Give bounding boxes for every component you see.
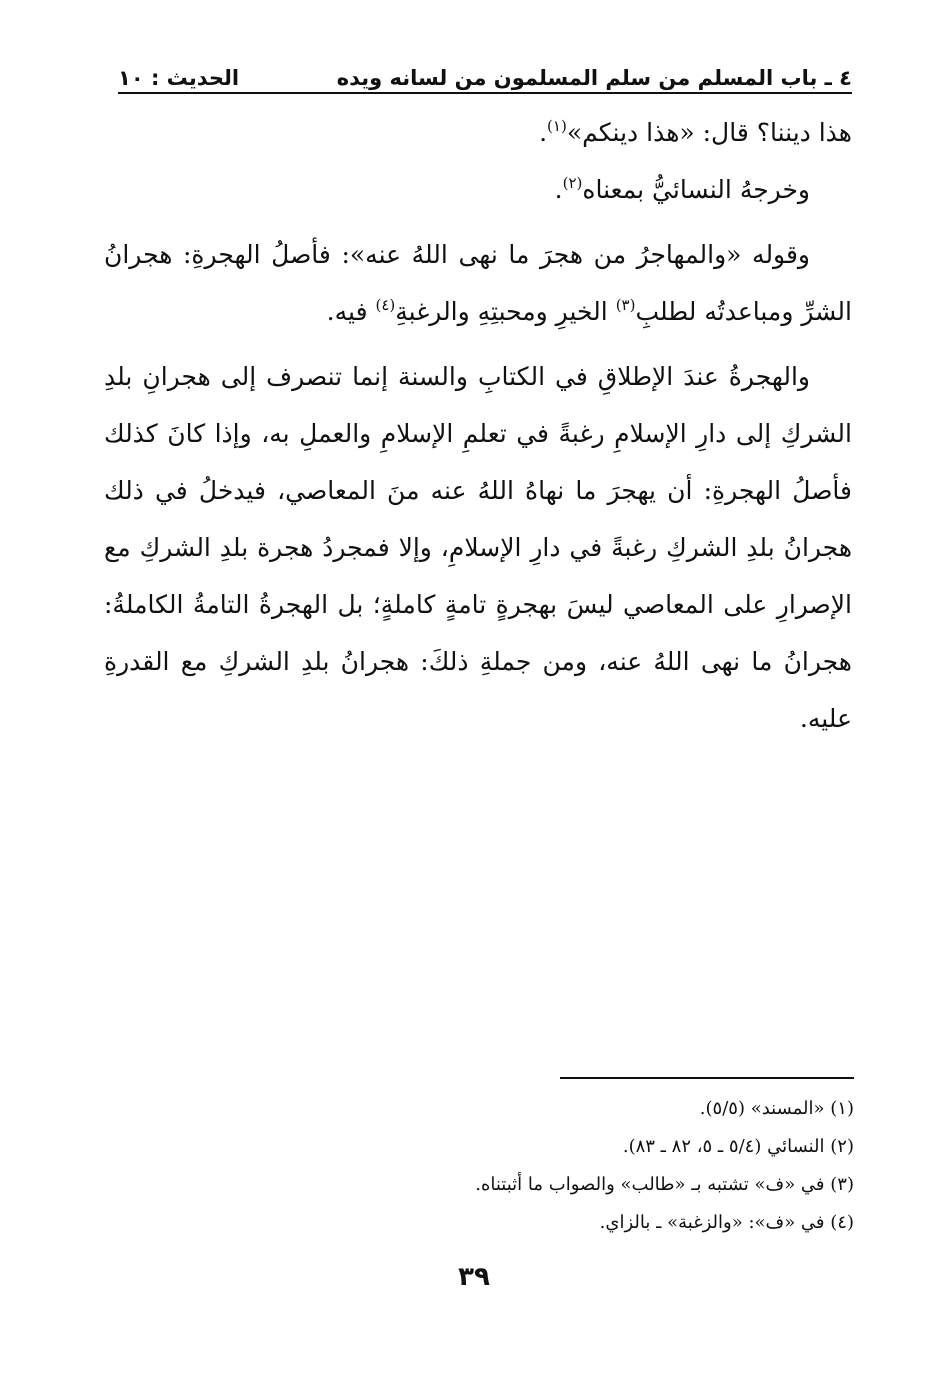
footnote-3: (٣) في «ف» تشتبه بـ «طالب» والصواب ما أثبتناه. <box>475 1174 854 1195</box>
paragraph-1-end: . <box>539 118 548 147</box>
paragraph-3-part2: الخيرِ ومحبتِهِ والرغبةِ <box>395 297 616 326</box>
main-text <box>104 104 852 747</box>
paragraph-4-text: والهجرةُ عندَ الإطلاقِ في الكتابِ والسنة إنما تنصرف إلى هجرانِ بلدِ الشركِ إلى دارِ الإسلامِ رغبةً في تعلمِ الإسلامِ والعملِ به، وإذا كانَ كذلك فأصلُ الهجرةِ: أن يهجرَ ما نهاهُ اللهُ عنه منَ المعاصي، فيدخلُ في ذلك هجرانُ بلدِ الشركِ رغبةً في دارِ الإسلامِ، وإلا فمجردُ هجرة بلدِ الشركِ مع الإصرارِ على المعاصي ليسَ بهجرةٍ تامةٍ كاملةٍ؛ بل الهجرةُ التامةُ الكاملةُ: هجرانُ ما نهى اللهُ عنه، ومن جملةِ ذلكَ: هجرانُ بلدِ الشركِ مع القدرةِ عليه. <box>104 362 852 733</box>
running-header <box>118 50 852 90</box>
paragraph-3-part3: فيه. <box>326 297 376 326</box>
header-rule <box>118 92 852 94</box>
paragraph-4 <box>104 348 852 747</box>
footnote-2: (٢) النسائي (٥/٤ ـ ٥، ٨٢ ـ ٨٣). <box>622 1136 854 1157</box>
footnote-ref-4[interactable]: (٤) <box>375 296 396 314</box>
hadith-label: الحديث : ١٠ <box>118 66 240 90</box>
footnote-4: (٤) في «ف»: «والزغبة» ـ بالزاي. <box>599 1212 854 1233</box>
footnote-ref-2[interactable]: (٢) <box>562 174 583 192</box>
footnote-ref-1[interactable]: (١) <box>547 117 567 135</box>
footnote-1: (١) «المسند» (٥/٥). <box>699 1098 854 1119</box>
paragraph-2 <box>104 161 852 218</box>
paragraph-3-part1: وقوله «والمهاجرُ من هجرَ ما نهى اللهُ عنه»: فأصلُ الهجرةِ: هجرانُ الشرِّ ومباعدتُه لطلبِ <box>104 240 852 326</box>
paragraph-3 <box>104 226 852 340</box>
page-number: ٣٩ <box>458 1262 490 1292</box>
chapter-title: ٤ ـ باب المسلم من سلم المسلمون من لسانه ويده <box>336 66 852 90</box>
paragraph-2-text: وخرجهُ النسائيُّ بمعناه <box>582 175 810 204</box>
paragraph-1-text: هذا ديننا؟ قال: «هذا دينكم» <box>566 118 852 147</box>
paragraph-2-end: . <box>554 175 563 204</box>
paragraph-1 <box>104 104 852 161</box>
footnotes <box>104 1090 854 1242</box>
footnote-rule <box>560 1077 854 1079</box>
footnote-ref-3[interactable]: (٣) <box>615 296 636 314</box>
